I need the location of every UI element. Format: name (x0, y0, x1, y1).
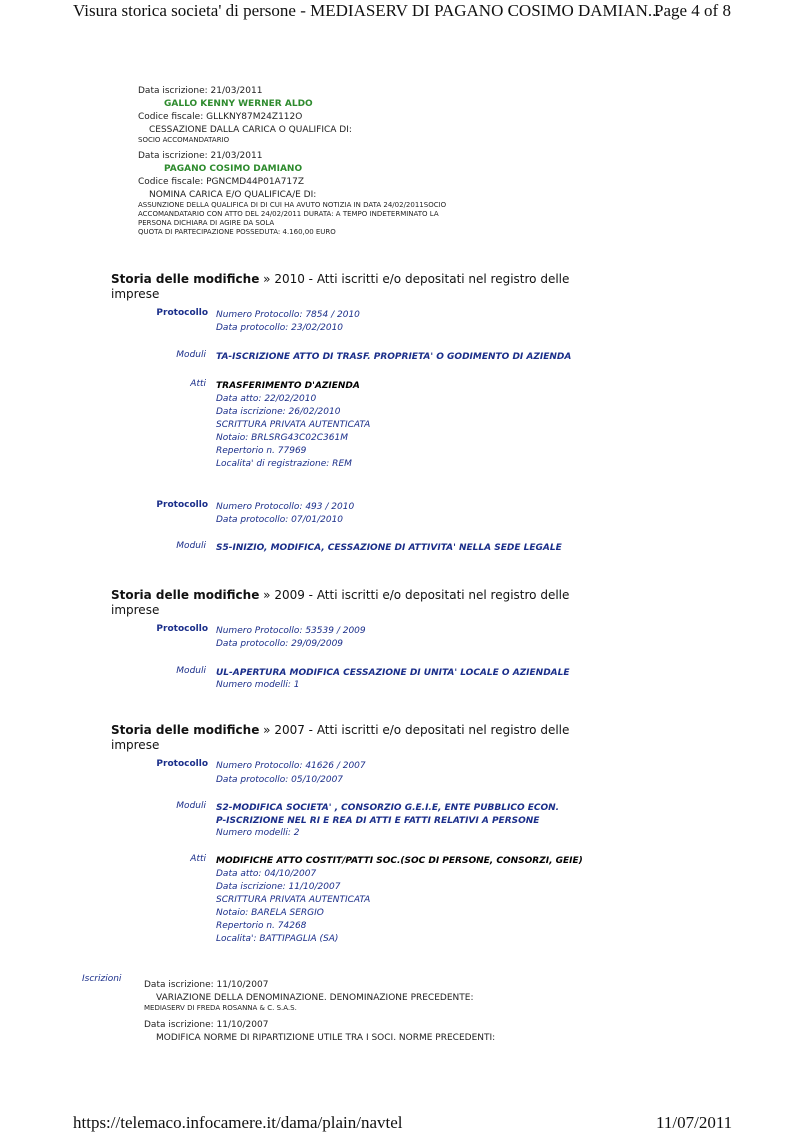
atti-forma: SCRITTURA PRIVATA AUTENTICATA (216, 895, 371, 905)
person1-iscrizione: Data iscrizione: 21/03/2011 (138, 86, 263, 96)
protocollo-label: Protocollo (156, 308, 208, 318)
page-number: Page 4 of 8 (654, 1, 731, 20)
person2-detail-line: PERSONA DICHIARA DI AGIRE DA SOLA (138, 219, 275, 227)
person2-codice-fiscale: Codice fiscale: PGNCMD44P01A717Z (138, 177, 305, 187)
iscrizione-text: MODIFICA NORME DI RIPARTIZIONE UTILE TRA I SOCI. NORME PRECEDENTI: (156, 1033, 496, 1043)
person1-action: CESSAZIONE DALLA CARICA O QUALIFICA DI: (149, 125, 352, 135)
footer-url: https://telemaco.infocamere.it/dama/plain/navtel (73, 1113, 403, 1132)
person1-name: GALLO KENNY WERNER ALDO (164, 99, 313, 109)
protocollo-label: Protocollo (156, 759, 208, 769)
document-title: Visura storica societa' di persone - MEDIASERV DI PAGANO COSIMO DAMIAN... (73, 1, 661, 20)
atti-repertorio: Repertorio n. 74268 (216, 921, 307, 931)
person2-detail-line: ASSUNZIONE DELLA QUALIFICA DI DI CUI HA AVUTO NOTIZIA IN DATA 24/02/2011SOCIO (138, 201, 447, 209)
section-title-2009-line2: imprese (111, 603, 160, 617)
moduli-count: Numero modelli: 2 (216, 828, 300, 838)
protocollo-number: Numero Protocollo: 41626 / 2007 (216, 761, 366, 771)
protocollo-number: Numero Protocollo: 493 / 2010 (216, 502, 355, 512)
atti-localita: Localita' di registrazione: REM (216, 459, 352, 469)
protocollo-label: Protocollo (156, 500, 208, 510)
atti-title: TRASFERIMENTO D'AZIENDA (216, 381, 360, 391)
protocollo-date: Data protocollo: 05/10/2007 (216, 775, 344, 785)
iscrizione-date: Data iscrizione: 11/10/2007 (144, 1020, 269, 1030)
iscrizione-subtext: MEDIASERV DI FREDA ROSANNA & C. S.A.S. (144, 1004, 297, 1012)
protocollo-number: Numero Protocollo: 53539 / 2009 (216, 626, 366, 636)
protocollo-date: Data protocollo: 29/09/2009 (216, 639, 344, 649)
atti-repertorio: Repertorio n. 77969 (216, 446, 307, 456)
section-title-2007: Storia delle modifiche » 2007 - Atti iscritti e/o depositati nel registro delle (111, 723, 570, 737)
atti-localita: Localita': BATTIPAGLIA (SA) (216, 934, 339, 944)
atti-data-atto: Data atto: 22/02/2010 (216, 394, 317, 404)
moduli-value: P-ISCRIZIONE NEL RI E REA DI ATTI E FATTI RELATIVI A PERSONE (216, 816, 540, 826)
person1-role: SOCIO ACCOMANDATARIO (138, 136, 230, 144)
person2-iscrizione: Data iscrizione: 21/03/2011 (138, 151, 263, 161)
moduli-label: Moduli (176, 350, 206, 360)
iscrizione-text: VARIAZIONE DELLA DENOMINAZIONE. DENOMINAZIONE PRECEDENTE: (156, 993, 474, 1003)
person2-name: PAGANO COSIMO DAMIANO (164, 164, 303, 174)
footer-date: 11/07/2011 (656, 1113, 733, 1132)
person1-codice-fiscale: Codice fiscale: GLLKNY87M24Z112O (138, 112, 303, 122)
atti-label: Atti (190, 854, 206, 864)
person2-detail-line: ACCOMANDATARIO CON ATTO DEL 24/02/2011 DURATA: A TEMPO INDETERMINATO LA (138, 210, 439, 218)
atti-data-atto: Data atto: 04/10/2007 (216, 869, 317, 879)
moduli-label: Moduli (176, 801, 206, 811)
atti-data-iscrizione: Data iscrizione: 26/02/2010 (216, 407, 341, 417)
protocollo-date: Data protocollo: 23/02/2010 (216, 323, 344, 333)
moduli-value: TA-ISCRIZIONE ATTO DI TRASF. PROPRIETA' O GODIMENTO DI AZIENDA (216, 352, 572, 362)
section-title-2010: Storia delle modifiche » 2010 - Atti iscritti e/o depositati nel registro delle (111, 272, 570, 286)
person2-action: NOMINA CARICA E/O QUALIFICA/E DI: (149, 190, 317, 200)
iscrizione-date: Data iscrizione: 11/10/2007 (144, 980, 269, 990)
iscrizioni-label: Iscrizioni (82, 974, 122, 984)
person2-detail-line: QUOTA DI PARTECIPAZIONE POSSEDUTA: 4.160,00 EURO (138, 228, 336, 236)
atti-label: Atti (190, 379, 206, 389)
protocollo-number: Numero Protocollo: 7854 / 2010 (216, 310, 360, 320)
atti-notaio: Notaio: BARELA SERGIO (216, 908, 324, 918)
atti-title: MODIFICHE ATTO COSTIT/PATTI SOC.(SOC DI PERSONE, CONSORZI, GEIE) (216, 856, 583, 866)
moduli-label: Moduli (176, 666, 206, 676)
atti-data-iscrizione: Data iscrizione: 11/10/2007 (216, 882, 341, 892)
moduli-value: UL-APERTURA MODIFICA CESSAZIONE DI UNITA' LOCALE O AZIENDALE (216, 668, 570, 678)
moduli-value: S5-INIZIO, MODIFICA, CESSAZIONE DI ATTIVITA' NELLA SEDE LEGALE (216, 543, 562, 553)
section-title-2009: Storia delle modifiche » 2009 - Atti iscritti e/o depositati nel registro delle (111, 588, 570, 602)
moduli-count: Numero modelli: 1 (216, 680, 300, 690)
protocollo-date: Data protocollo: 07/01/2010 (216, 515, 344, 525)
section-title-2007-line2: imprese (111, 738, 160, 752)
atti-notaio: Notaio: BRLSRG43C02C361M (216, 433, 348, 443)
protocollo-label: Protocollo (156, 624, 208, 634)
section-title-2010-line2: imprese (111, 287, 160, 301)
atti-forma: SCRITTURA PRIVATA AUTENTICATA (216, 420, 371, 430)
moduli-label: Moduli (176, 541, 206, 551)
moduli-value: S2-MODIFICA SOCIETA' , CONSORZIO G.E.I.E, ENTE PUBBLICO ECON. (216, 803, 560, 813)
